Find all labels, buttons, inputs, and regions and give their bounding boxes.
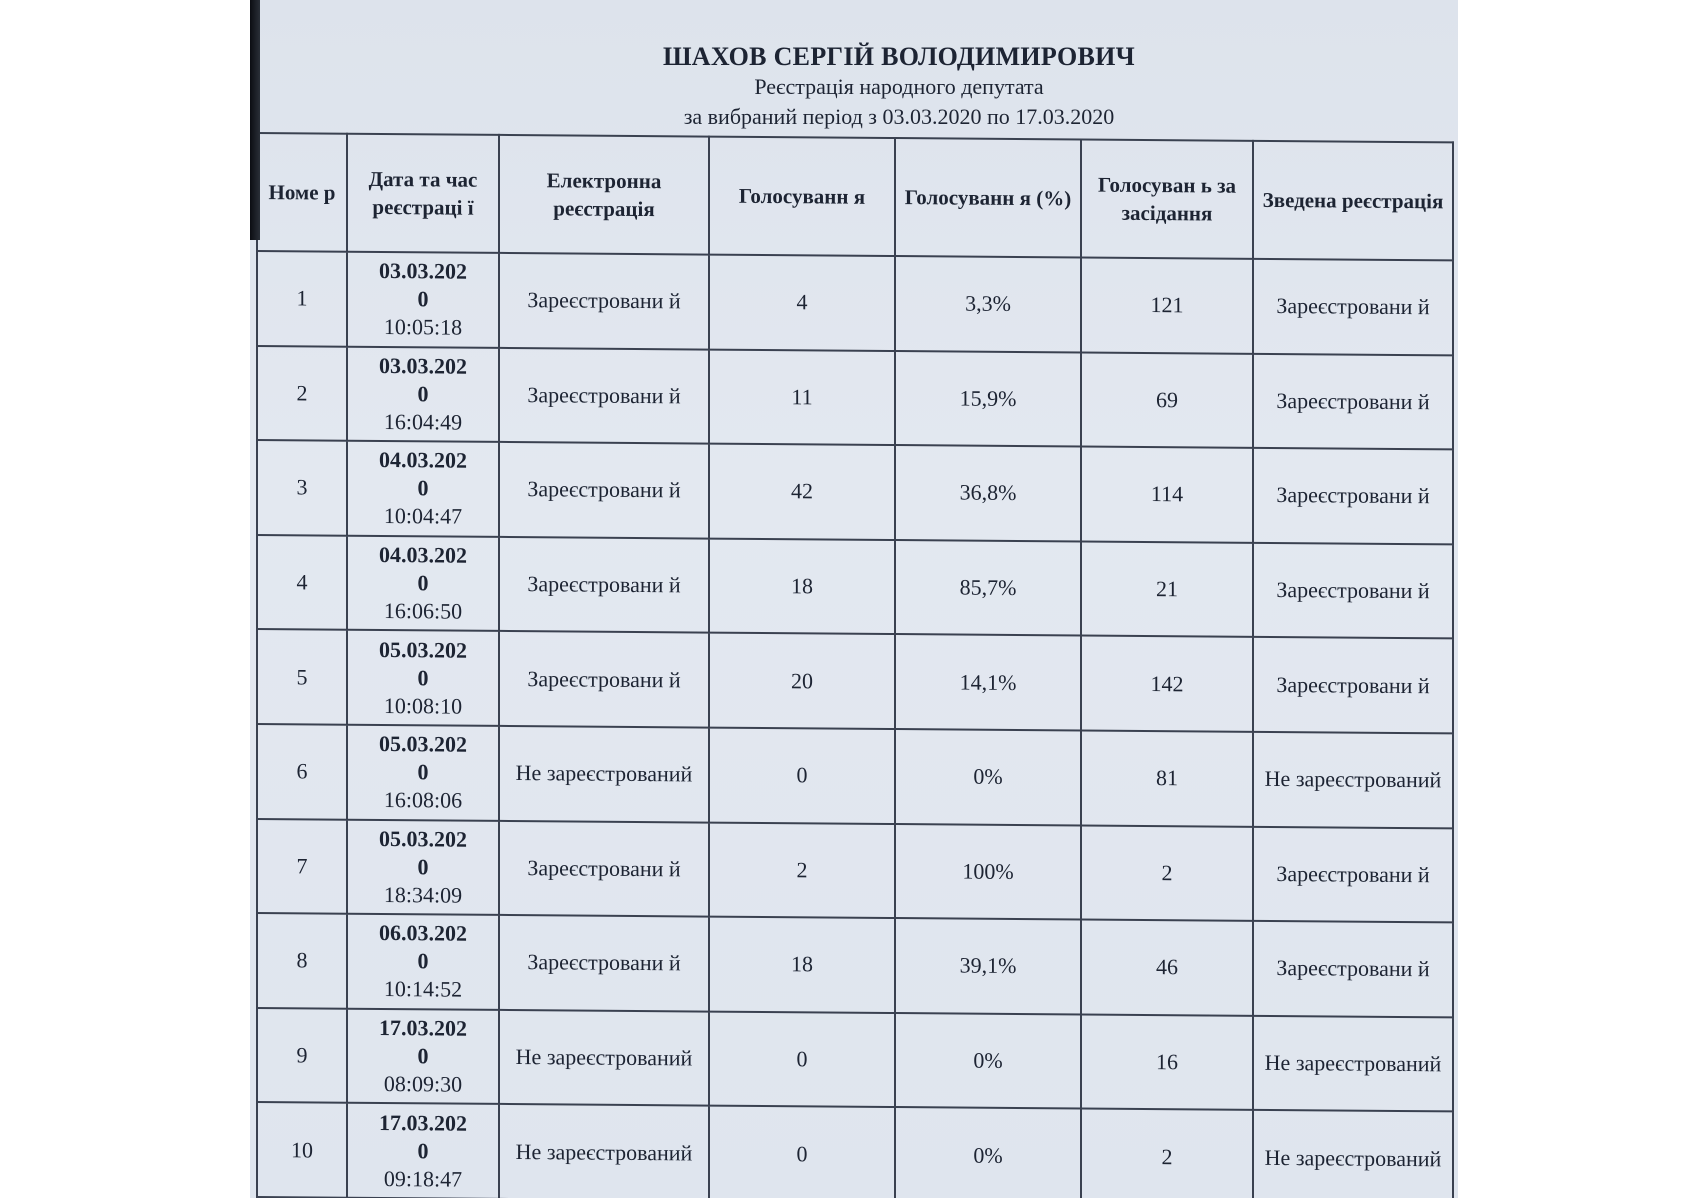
cell-number: 4	[257, 535, 347, 630]
cell-votes: 0	[709, 728, 895, 824]
cell-datetime	[347, 252, 499, 348]
cell-percent: 39,1%	[895, 918, 1081, 1014]
cell-percent: 0%	[895, 729, 1081, 825]
cell-datetime	[347, 914, 499, 1010]
col-header-summary: Зведена реєстрація	[1253, 141, 1453, 261]
col-header-session-votes: Голосуван ь за засідання	[1081, 139, 1253, 258]
table-row	[257, 724, 1453, 828]
cell-session-votes: 2	[1081, 825, 1253, 921]
cell-electronic: Зареєстровани й	[499, 348, 709, 444]
cell-number: 10	[257, 1102, 347, 1197]
cell-number: 7	[257, 819, 347, 914]
cell-datetime	[347, 346, 499, 442]
cell-time: 10:05:18	[383, 314, 463, 340]
cell-date-wrap: 0	[417, 1137, 429, 1164]
cell-date: 17.03.202	[379, 1109, 467, 1136]
cell-votes: 20	[709, 633, 895, 729]
cell-votes: 18	[709, 917, 895, 1013]
cell-time: 16:08:06	[383, 787, 463, 813]
cell-number: 2	[257, 346, 347, 441]
cell-number: 1	[257, 251, 347, 346]
cell-date: 17.03.202	[379, 1015, 467, 1041]
document-subtitle: Реєстрація народного депутата	[754, 74, 1044, 99]
cell-electronic: Не зареєстрований	[499, 1010, 709, 1106]
cell-electronic: Зареєстровани й	[499, 820, 709, 916]
cell-electronic: Зареєстровани й	[499, 537, 709, 633]
cell-votes: 4	[709, 255, 895, 351]
cell-session-votes: 81	[1081, 730, 1253, 826]
cell-date: 03.03.202	[379, 258, 467, 284]
cell-votes: 18	[709, 538, 895, 634]
cell-percent: 3,3%	[895, 256, 1081, 352]
table-row	[257, 1008, 1453, 1112]
cell-session-votes: 114	[1081, 447, 1253, 543]
document-header	[250, 42, 1458, 132]
cell-date: 05.03.202	[379, 825, 467, 852]
cell-votes: 42	[709, 444, 895, 540]
screen-bezel-edge	[250, 0, 260, 240]
table-row	[257, 819, 1453, 923]
cell-session-votes: 2	[1081, 1109, 1253, 1198]
cell-percent: 100%	[895, 824, 1081, 920]
cell-date: 05.03.202	[379, 636, 467, 663]
cell-votes: 0	[709, 1106, 895, 1198]
table-row	[257, 629, 1453, 733]
cell-date-wrap: 0	[417, 475, 429, 501]
document-screen	[250, 0, 1458, 1198]
period-text: за вибраний період з 03.03.2020 по 17.03.2020	[683, 104, 1115, 129]
cell-date: 06.03.202	[379, 920, 467, 947]
col-header-percent: Голосуванн я (%)	[895, 138, 1081, 257]
cell-session-votes: 46	[1081, 920, 1253, 1016]
cell-time: 10:08:10	[383, 692, 463, 719]
cell-session-votes: 16	[1081, 1014, 1253, 1110]
cell-date-wrap: 0	[417, 664, 429, 691]
cell-date: 04.03.202	[379, 542, 467, 568]
table-row	[257, 440, 1453, 544]
cell-electronic: Зареєстровани й	[499, 253, 709, 349]
cell-summary: Зареєстровани й	[1253, 543, 1453, 639]
cell-summary: Зареєстровани й	[1253, 921, 1453, 1017]
cell-date-wrap: 0	[417, 381, 429, 407]
cell-datetime	[347, 819, 499, 915]
registration-table	[256, 132, 1454, 1198]
cell-time: 18:34:09	[383, 881, 463, 908]
cell-percent: 0%	[895, 1013, 1081, 1109]
cell-number: 3	[257, 440, 347, 535]
cell-summary: Не зареєстрований	[1253, 732, 1453, 828]
cell-summary: Зареєстровани й	[1253, 448, 1453, 544]
cell-summary: Зареєстровани й	[1253, 259, 1453, 355]
cell-time: 16:04:49	[383, 408, 463, 435]
cell-percent: 14,1%	[895, 634, 1081, 730]
cell-session-votes: 69	[1081, 352, 1253, 448]
table-row	[257, 535, 1453, 639]
cell-time: 16:06:50	[383, 598, 463, 624]
col-header-electronic: Електронна реєстрація	[499, 135, 709, 255]
cell-datetime	[347, 630, 499, 726]
cell-date: 03.03.202	[379, 352, 467, 379]
cell-time: 10:14:52	[383, 976, 463, 1003]
cell-date-wrap: 0	[417, 854, 429, 880]
cell-votes: 0	[709, 1011, 895, 1107]
cell-datetime	[347, 1103, 499, 1198]
cell-summary: Зареєстровани й	[1253, 637, 1453, 733]
cell-votes: 11	[709, 349, 895, 445]
cell-summary: Не зареєстрований	[1253, 1016, 1453, 1112]
cell-session-votes: 21	[1081, 541, 1253, 637]
cell-date-wrap: 0	[417, 759, 429, 785]
cell-number: 6	[257, 724, 347, 819]
cell-percent: 0%	[895, 1107, 1081, 1198]
table-header-row	[257, 133, 1453, 260]
cell-number: 5	[257, 629, 347, 724]
cell-datetime	[347, 535, 499, 631]
cell-date-wrap: 0	[417, 570, 429, 596]
cell-session-votes: 142	[1081, 636, 1253, 732]
cell-time: 08:09:30	[383, 1071, 463, 1097]
registration-table-wrap	[256, 132, 1452, 1198]
cell-electronic: Не зареєстрований	[499, 1104, 709, 1198]
cell-datetime	[347, 725, 499, 821]
cell-session-votes: 121	[1081, 257, 1253, 353]
cell-electronic: Зареєстровани й	[499, 442, 709, 538]
cell-date: 04.03.202	[379, 447, 467, 474]
cell-electronic: Зареєстровани й	[499, 631, 709, 727]
table-row	[257, 251, 1453, 355]
cell-percent: 36,8%	[895, 445, 1081, 541]
cell-electronic: Зареєстровани й	[499, 915, 709, 1011]
col-header-votes: Голосуванн я	[709, 137, 895, 256]
cell-date: 05.03.202	[379, 731, 467, 757]
table-row	[257, 913, 1453, 1017]
cell-votes: 2	[709, 822, 895, 918]
cell-time: 09:18:47	[383, 1165, 463, 1192]
cell-date-wrap: 0	[417, 1043, 429, 1069]
col-header-datetime: Дата та час реєстраці ї	[347, 134, 499, 253]
cell-summary: Не зареєстрований	[1253, 1110, 1453, 1198]
cell-number: 9	[257, 1008, 347, 1103]
cell-date-wrap: 0	[417, 286, 429, 312]
table-row	[257, 346, 1453, 450]
table-row	[257, 1102, 1453, 1198]
cell-number: 8	[257, 913, 347, 1008]
cell-percent: 85,7%	[895, 540, 1081, 636]
cell-datetime	[347, 1008, 499, 1104]
cell-summary: Зареєстровани й	[1253, 353, 1453, 449]
cell-percent: 15,9%	[895, 351, 1081, 447]
cell-date-wrap: 0	[417, 948, 429, 974]
cell-datetime	[347, 441, 499, 537]
cell-time: 10:04:47	[383, 503, 463, 530]
table-body	[257, 251, 1453, 1198]
cell-summary: Зареєстровани й	[1253, 826, 1453, 922]
deputy-name: ШАХОВ СЕРГІЙ ВОЛОДИМИРОВИЧ	[662, 42, 1136, 71]
cell-electronic: Не зареєстрований	[499, 726, 709, 822]
col-header-number: Номе р	[257, 133, 347, 252]
